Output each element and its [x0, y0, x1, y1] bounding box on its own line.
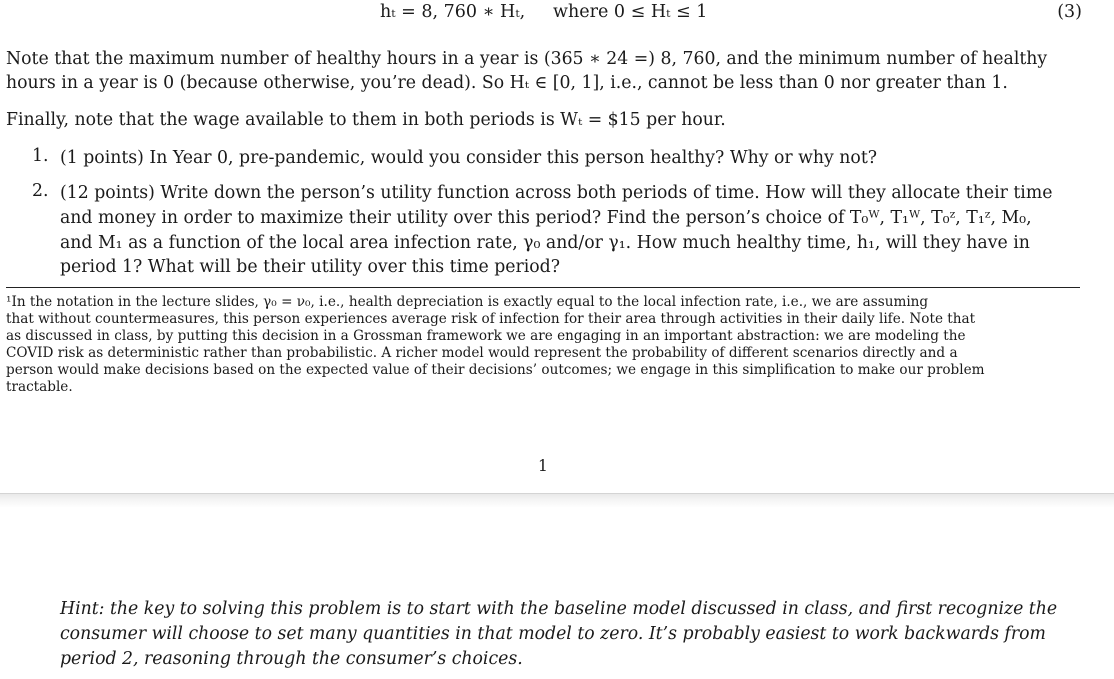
hint-line: period 2, reasoning through the consumer’s choices. — [60, 649, 523, 669]
footnote-line: ¹In the notation in the lecture slides, γ₀ = ν₀, i.e., health depreciation is exactly equal to the local infection rate, i.e., we are assuming — [6, 294, 929, 310]
paragraph-2: Finally, note that the wage available to them in both periods is Wₜ = $15 per hour. — [6, 110, 726, 130]
footnote-line: that without countermeasures, this person experiences average risk of infection for their area through activities in their daily life. Note that — [6, 311, 976, 327]
footnote-line: COVID risk as deterministic rather than probabilistic. A richer model would represent the probability of different scenarios directly and a — [6, 345, 958, 361]
hint-line: consumer will choose to set many quantities in that model to zero. It’s probably easiest to work backwards from — [60, 624, 1046, 644]
list-item-text: (1 points) In Year 0, pre-pandemic, would you consider this person healthy? Why or why not? — [60, 148, 878, 168]
list-item-text: and M₁ as a function of the local area infection rate, γ₀ and/or γ₁. How much healthy time, h₁, will they have in — [60, 233, 1030, 253]
equation-lhs: hₜ = 8, 760 ∗ Hₜ, — [380, 2, 526, 22]
list-item-number: 2. — [32, 181, 49, 201]
paragraph-1-line-2: hours in a year is 0 (because otherwise, you’re dead). So Hₜ ∈ [0, 1], i.e., cannot be less than 0 nor greater than 1. — [6, 73, 1008, 93]
hint-line: Hint: the key to solving this problem is to start with the baseline model discussed in class, and first recognize the — [60, 599, 1058, 619]
equation-number: (3) — [1057, 2, 1082, 22]
list-item-number: 1. — [32, 146, 49, 166]
paragraph-1-line-1: Note that the maximum number of healthy hours in a year is (365 ∗ 24 =) 8, 760, and the minimum number of healthy — [6, 49, 1048, 69]
page-number: 1 — [538, 457, 548, 475]
list-item-text: (12 points) Write down the person’s utility function across both periods of time. How will they allocate their time — [60, 183, 1053, 203]
list-item-text: period 1? What will be their utility over this time period? — [60, 257, 561, 277]
page-separator — [0, 493, 1114, 508]
list-item-text: and money in order to maximize their utility over this period? Find the person’s choice of T₀ᵂ, T₁ᵂ, T₀ᶻ, T₁ᶻ, M₀, — [60, 208, 1032, 228]
footnote-line: person would make decisions based on the expected value of their decisions’ outcomes; we engage in this simplification to make our problem — [6, 362, 985, 378]
footnote-line: tractable. — [6, 379, 73, 395]
footnote-rule — [6, 287, 1080, 288]
equation — [380, 2, 707, 22]
equation-where: where 0 ≤ Hₜ ≤ 1 — [553, 2, 708, 22]
footnote-line: as discussed in class, by putting this decision in a Grossman framework we are engaging in an important abstraction: we are modeling the — [6, 328, 966, 344]
